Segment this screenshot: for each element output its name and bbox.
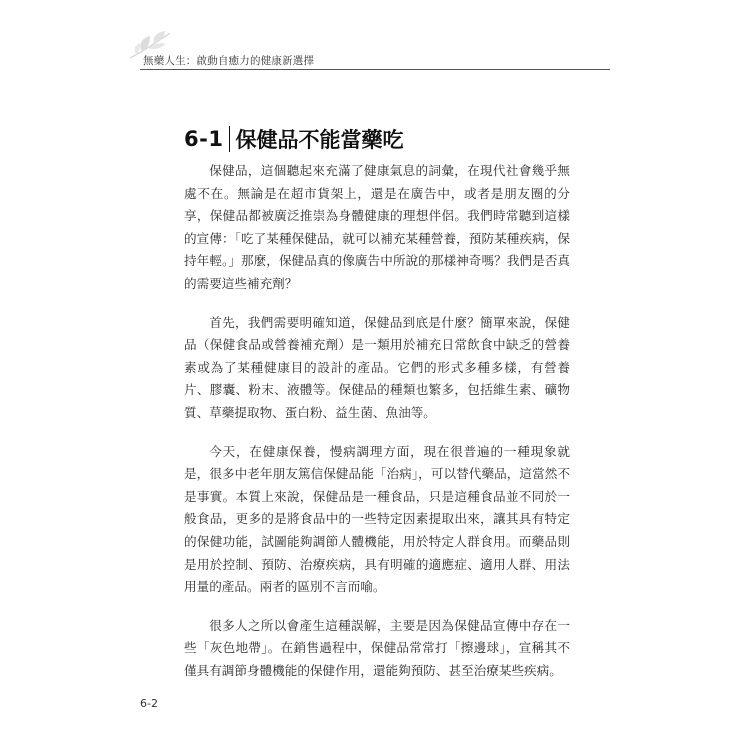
heading-divider — [229, 126, 230, 152]
paragraph: 今天，在健康保養，慢病調理方面，現在很普遍的一種現象就是，很多中老年朋友篤信保健品能「治病」，可以替代藥品，這當然不是事實。本質上來說，保健品是一種食品，只是這種食品並不同於一般食品，更多的是將食品中的一些特定因素提取出來，讓其具有特定的保健功能，試圖能夠調節人體機能，用於特定人群食用。而藥品則是用於控制、預防、治療疾病，具有明確的適應症、適用人群、用法用量的產品。兩者的區別不言而喻。 — [184, 443, 570, 595]
section-number: 6-1 — [184, 127, 224, 151]
section-title: 保健品不能當藥吃 — [235, 128, 404, 152]
body-text — [184, 160, 570, 698]
running-header: 無藥人生：啟動自癒力的健康新選擇 — [143, 55, 315, 67]
paragraph: 首先，我們需要明確知道，保健品到底是什麼？簡單來說，保健品（保健食品或營養補充劑）是一類用於補充日常飲食中缺乏的營養素或為了某種健康目的設計的產品。它們的形式多種多樣，有營養片、膠囊、粉末、液體等。保健品的種類也繁多，包括維生素、礦物質、草藥提取物、蛋白粉、益生菌、魚油等。 — [184, 314, 570, 420]
page-number: 6-2 — [140, 697, 158, 710]
section-heading — [184, 122, 403, 156]
header-divider — [140, 69, 610, 70]
paragraph: 很多人之所以會產生這種誤解，主要是因為保健品宣傳中存在一些「灰色地帶」。在銷售過程中，保健品常常打「擦邊球」，宣稱其不僅具有調節身體機能的保健作用，還能夠預防、甚至治療某些疾病。 — [184, 617, 570, 678]
paragraph: 保健品，這個聽起來充滿了健康氣息的詞彙，在現代社會幾乎無處不在。無論是在超市貨架上，還是在廣告中，或者是朋友圈的分享，保健品都被廣泛推崇為身體健康的理想伴侶。我們時常聽到這樣的宣傳：「吃了某種保健品，就可以補充某種營養，預防某種疾病，保持年輕。」那麼，保健品真的像廣告中所說的那樣神奇嗎？我們是否真的需要這些補充劑？ — [184, 163, 570, 291]
